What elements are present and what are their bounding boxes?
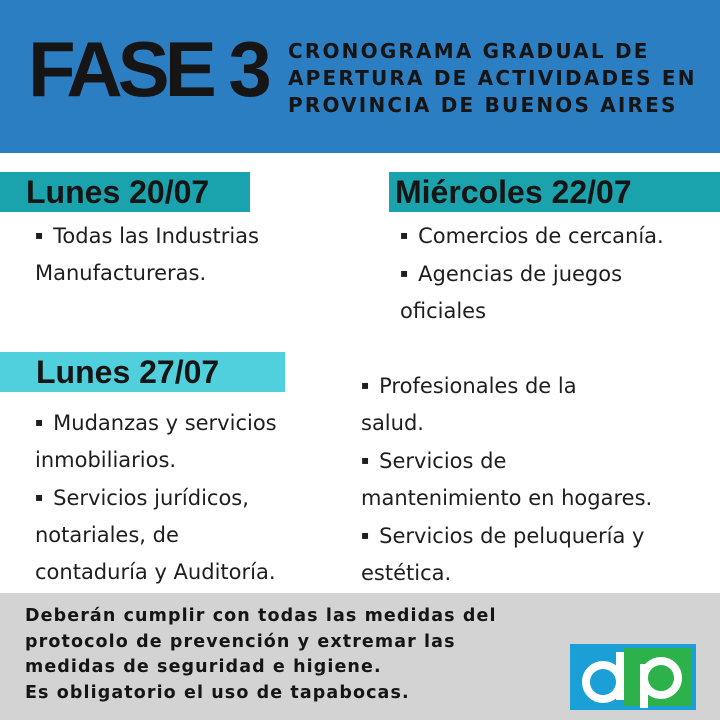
- activity-list: [400, 217, 664, 330]
- activity-line: [361, 442, 652, 480]
- activity-line: [361, 517, 652, 555]
- header-subtitle-line: APERTURA DE ACTIVIDADES EN: [288, 66, 697, 90]
- activity-line: [361, 555, 652, 592]
- activity-text: Servicios de peluquería y: [379, 524, 645, 548]
- activity-text: oficiales: [400, 299, 487, 323]
- day-label-miercoles-22: Miércoles 22/07: [389, 172, 720, 212]
- header-subtitle-line: PROVINCIA DE BUENOS AIRES: [288, 93, 678, 117]
- activity-text: Servicios jurídicos,: [53, 486, 249, 510]
- logo-letter-d-stem: [616, 652, 624, 700]
- activity-text: mantenimiento en hogares.: [361, 486, 653, 510]
- footer-line: medidas de seguridad e higiene.: [25, 657, 382, 677]
- bullet-icon: ▪: [35, 415, 44, 429]
- activity-text: Manufactureras.: [35, 261, 207, 285]
- header-subtitle-line: CRONOGRAMA GRADUAL DE: [288, 39, 650, 63]
- activity-text: Agencias de juegos: [418, 262, 623, 286]
- bullet-icon: ▪: [361, 378, 370, 392]
- activity-text: salud.: [361, 411, 424, 435]
- header-subtitle: [288, 38, 697, 119]
- activity-text: Comercios de cercanía.: [418, 224, 664, 248]
- logo-letter-p-stem: [640, 664, 648, 708]
- activity-line: [361, 367, 652, 405]
- footer-line: Deberán cumplir con todas las medidas del: [25, 606, 497, 626]
- bullet-icon: ▪: [400, 228, 409, 242]
- bullet-icon: ▪: [35, 228, 44, 242]
- activity-text: notariales, de: [35, 523, 179, 547]
- dp-logo: [570, 644, 696, 710]
- activity-text: contaduría y Auditoría.: [35, 560, 276, 584]
- activity-text: inmobiliarios.: [35, 448, 177, 472]
- footer-line: protocolo de prevención y extremar las: [25, 631, 456, 652]
- bullet-icon: ▪: [35, 490, 44, 504]
- activity-text: Mudanzas y servicios: [53, 411, 277, 435]
- activity-text: Todas las Industrias: [53, 224, 259, 248]
- activity-list: [35, 404, 277, 591]
- bullet-icon: ▪: [400, 266, 409, 280]
- activity-line: [35, 517, 277, 554]
- activity-line: [400, 217, 664, 255]
- activity-line: [35, 479, 277, 517]
- activity-list: [361, 367, 652, 592]
- activity-list: [35, 217, 259, 292]
- footer-line: Es obligatorio el uso de tapabocas.: [25, 682, 410, 703]
- activity-line: [361, 405, 652, 442]
- activity-line: [361, 480, 652, 517]
- activity-line: [35, 255, 259, 292]
- activity-text: estética.: [361, 561, 452, 585]
- activity-line: [400, 293, 664, 330]
- activity-line: [35, 554, 277, 591]
- phase-title: FASE 3: [28, 25, 267, 113]
- activity-text: Servicios de: [379, 449, 507, 473]
- day-label-lunes-20: Lunes 20/07: [0, 172, 250, 212]
- activity-line: [35, 217, 259, 255]
- bullet-icon: ▪: [361, 453, 370, 467]
- bullet-icon: ▪: [361, 528, 370, 542]
- activity-line: [35, 442, 277, 479]
- activity-text: Profesionales de la: [379, 374, 577, 398]
- footer-text: [25, 604, 497, 706]
- activity-line: [35, 404, 277, 442]
- activity-line: [400, 255, 664, 293]
- day-label-lunes-27: Lunes 27/07: [0, 352, 285, 392]
